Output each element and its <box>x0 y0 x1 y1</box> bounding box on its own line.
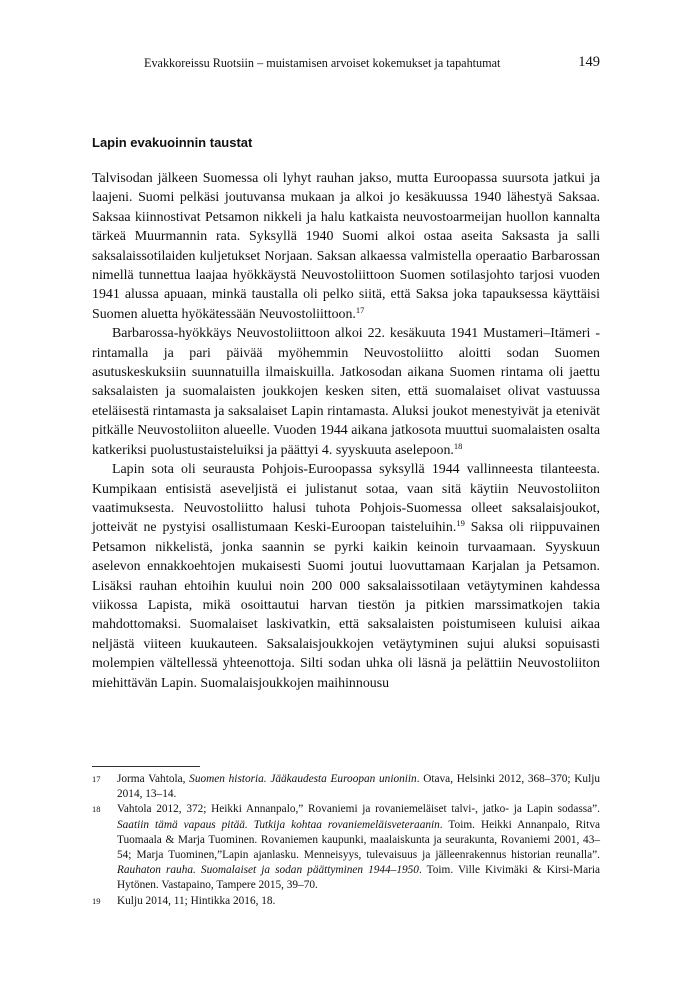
paragraph-text: Lapin sota oli seurausta Pohjois-Euroopassa syksyllä 1944 vallinneesta tilanteesta. Kumpikaan entisistä aseveljistä ei julistanut sotaa, vaan sitä käytiin Neuvostoliiton vaatimuksesta. Neuvostoliitto halusi tuhota Pohjois-Suomessa olleet saksalaisjoukot, jotteivät ne pystyisi osallistumaan Keski-Euroopan taisteluihin. <box>92 462 600 536</box>
paragraph <box>92 460 600 693</box>
paragraph <box>92 169 600 324</box>
footnote-text <box>117 802 600 893</box>
body-text <box>92 169 600 693</box>
footnote-title: Saatiin tämä vapaus pitää. Tutkija kohtaa rovaniemeläisveteraanin <box>117 818 440 831</box>
footnote-title: Suomen historia. Jääkaudesta Euroopan unioniin <box>189 773 417 785</box>
footnote-ref[interactable]: 19 <box>456 518 465 529</box>
footnote <box>92 772 600 802</box>
footnote-text-part: . Toim. Ville Kivimäki & Kirsi-Maria Hytönen. Vastapaino, Tampere 2015, 39–70. <box>117 864 601 892</box>
footnote-text <box>117 772 600 802</box>
footnote-ref[interactable]: 18 <box>453 440 463 451</box>
footnote <box>92 894 600 909</box>
running-title: Evakkoreissu Ruotsiin – muistamisen arvoiset kokemukset ja tapahtumat <box>144 56 501 70</box>
running-header <box>92 50 600 70</box>
footnote-title: Rauhaton rauha. Suomalaiset ja sodan päättyminen 1944–1950 <box>117 864 419 877</box>
footnote-number: 17 <box>92 774 101 784</box>
footnote-ref[interactable]: 17 <box>355 304 365 315</box>
footnote-rule <box>92 766 200 767</box>
footnote-text-part: Jorma Vahtola, <box>117 773 190 785</box>
footnote <box>92 802 600 893</box>
footnote-number: 18 <box>92 804 101 815</box>
footnote-text-part: . Toim. Heikki Annanpalo, Ritva Tuomaala & Marja Tuominen. Rovaniemen kaupunki, maalaiskunta ja seurakunta, Rovaniemi 2001, 43–54; Marja Tuominen,”Lapin ajanlasku. Menneisyys, tulevaisuus ja jälleenrakennus historian reunalla”. <box>117 818 600 862</box>
footnote-number: 19 <box>92 895 101 906</box>
footnotes <box>92 772 600 909</box>
paragraph-text: Talvisodan jälkeen Suomessa oli lyhyt rauhan jakso, mutta Euroopassa suursota jatkui ja laajeni. Suomi pelkäsi joutuvansa mukaan ja alkoi jo kesäkuussa 1940 lähestyä Saksaa. Saksaa kiinnostivat Petsamon nikkeli ja halu katkaista neuvostoarmeijan huollon kannalta tärkeä Muurmannin rata. Syksyllä 1940 Suomi alkoi ostaa aseita Saksasta ja salli saksalaissotilaiden kuljetukset Norjaan. Saksan alkaessa valmistella operaatio Barbarossan nimellä tunnettua laajaa hyökkäystä Neuvostoliittoon Suomen sotilasjohto tarjosi vuoden 1941 alussa apuaan, minkä taustalla oli pelko siitä, että Saksa joka tapauksessa käyttäisi Suomen aluetta hyökätessään Neuvostoliittoon. <box>92 171 600 322</box>
paragraph <box>92 324 600 460</box>
footnote-text-part: . Otava, Helsinki 2012, 368–370; Kulju 2014, 13–14. <box>117 773 601 801</box>
page-number: 149 <box>578 54 600 70</box>
paragraph-text: Barbarossa-hyökkäys Neuvostoliittoon alkoi 22. kesäkuuta 1941 Mustameri–Itämeri -rintamalla ja pari päivää myöhemmin Neuvostoliitto aloitti sodan Suomen asutuskeskuksiin suunnatuilla ilmaiskuilla. Jatkosodan aikana Suomen rintama oli jaettu saksalaisten ja suomalaisten joukkojen kesken siten, että suomalaiset olivat vastuussa eteläisestä rintamasta ja saksalaiset Lapin rintamasta. Aluksi joukot menestyivät ja etenivät pitkälle Neuvostoliiton alueelle. Vuoden 1944 aikana jatkosota muuttui suomalaisten osalta katkeriksi puolustustaisteluiksi ja päättyi 4. syyskuuta aselepoon. <box>92 326 600 458</box>
footnote-text-part: Vahtola 2012, 372; Heikki Annanpalo,” Rovaniemi ja rovaniemeläiset talvi-, jatko- ja Lapin sodassa”. <box>117 803 600 816</box>
section-heading: Lapin evakuoinnin taustat <box>92 135 253 150</box>
paragraph-text: Saksa oli riippuvainen Petsamon nikkelistä, jonka saannin se pyrki kaikin keinoin turvaamaan. Syyskuun aselevon ennakkoehtojen mukaisesti Suomi joutui luovuttamaan Karjalan ja Petsamon. Lisäksi rauhan ehtoihin kuului noin 200 000 saksalaissotilaan vetäytyminen kahdessa viikossa Lapista, mikä osoittautui harvan tiestön ja pitkien marssimatkojen takia mahdottomaksi. Suomalaiset laskivatkin, että saksalaisten poistumiseen kuluisi aikaa neljästä viiteen kuukauteen. Saksalaisjoukkojen vetäytyminen sujui aluksi sopuisasti molempien vältellessä yhteenottoja. Silti sodan uhka oli läsnä ja pelättiin Neuvostoliiton miehittävän Lapin. Suomalaisjoukkojen maihinnousu <box>92 520 600 691</box>
footnote-text-part: Kulju 2014, 11; Hintikka 2016, 18. <box>117 894 276 907</box>
footnote-text <box>117 894 600 909</box>
